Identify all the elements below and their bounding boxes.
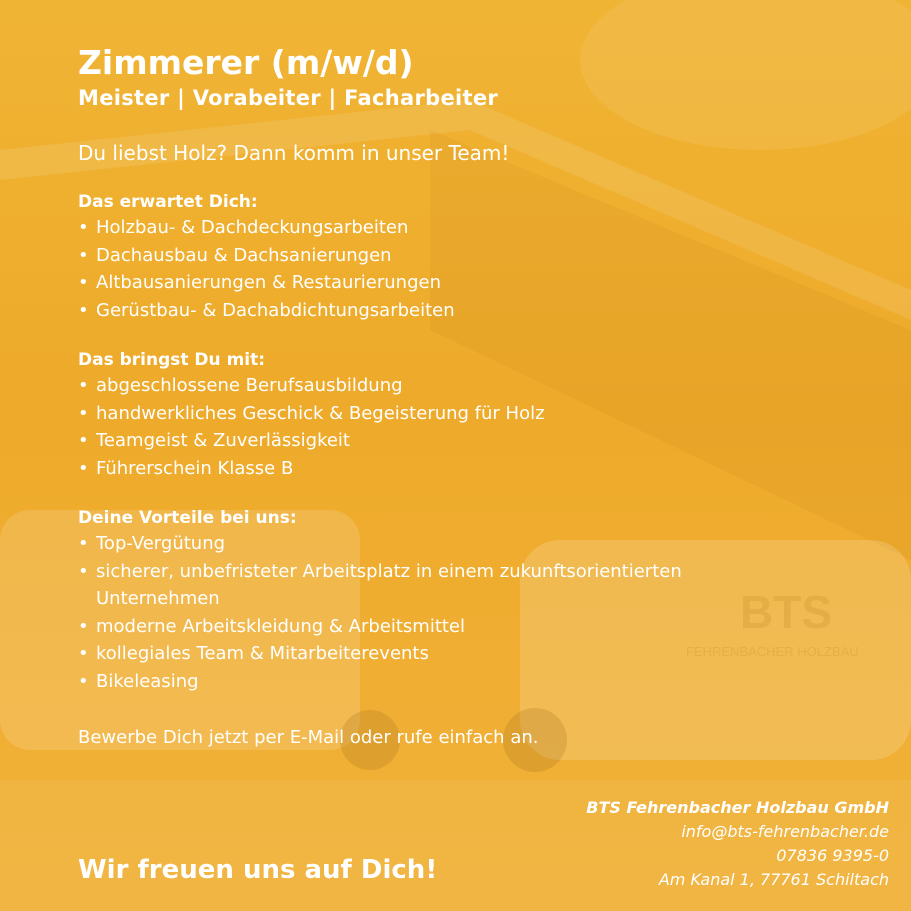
list-item: • moderne Arbeitskleidung & Arbeitsmittel xyxy=(78,613,778,641)
svg-text:FEHRENBACHER HOLZBAU: FEHRENBACHER HOLZBAU xyxy=(686,644,859,659)
list-item: • Führerschein Klasse B xyxy=(78,455,878,483)
section-title: Das bringst Du mit: xyxy=(78,350,266,370)
company-email[interactable]: info@bts-fehrenbacher.de xyxy=(681,822,889,841)
closing-text: Wir freuen uns auf Dich! xyxy=(78,855,438,885)
list-item: • handwerkliches Geschick & Begeisterung für Holz xyxy=(78,400,878,428)
list-item: • Dachausbau & Dachsanierungen xyxy=(78,242,878,270)
list-item: • Bikeleasing xyxy=(78,668,778,696)
list-item: • Teamgeist & Zuverlässigkeit xyxy=(78,427,878,455)
list-item: • Gerüstbau- & Dachabdichtungsarbeiten xyxy=(78,297,878,325)
list-item: • kollegiales Team & Mitarbeiterevents xyxy=(78,640,778,668)
list-item: • Altbausanierungen & Restaurierungen xyxy=(78,269,878,297)
section-expectations xyxy=(78,190,878,324)
intro-text: Du liebst Holz? Dann komm in unser Team! xyxy=(78,141,510,165)
list-item: • Top-Vergütung xyxy=(78,530,778,558)
bullet-list xyxy=(78,214,878,324)
section-title: Das erwartet Dich: xyxy=(78,192,258,212)
section-title: Deine Vorteile bei uns: xyxy=(78,508,297,528)
list-item: • Holzbau- & Dachdeckungsarbeiten xyxy=(78,214,878,242)
call-to-action: Bewerbe Dich jetzt per E-Mail oder rufe einfach an. xyxy=(78,727,539,748)
company-name: BTS Fehrenbacher Holzbau GmbH xyxy=(586,798,889,817)
company-phone[interactable]: 07836 9395-0 xyxy=(776,846,889,865)
list-item: • abgeschlossene Berufsausbildung xyxy=(78,372,878,400)
bullet-list xyxy=(78,530,778,695)
job-ad-content xyxy=(78,42,878,751)
company-contact xyxy=(586,796,889,892)
bullet-list xyxy=(78,372,878,482)
list-item: • sicherer, unbefristeter Arbeitsplatz in einem zukunftsorientierten Unternehmen xyxy=(78,558,778,613)
job-title: Zimmerer (m/w/d) xyxy=(78,43,414,82)
svg-text:BTS: BTS xyxy=(740,586,832,638)
company-address: Am Kanal 1, 77761 Schiltach xyxy=(658,870,889,889)
section-benefits xyxy=(78,506,878,695)
section-requirements xyxy=(78,348,878,482)
job-subtitle: Meister | Vorabeiter | Facharbeiter xyxy=(78,86,499,110)
